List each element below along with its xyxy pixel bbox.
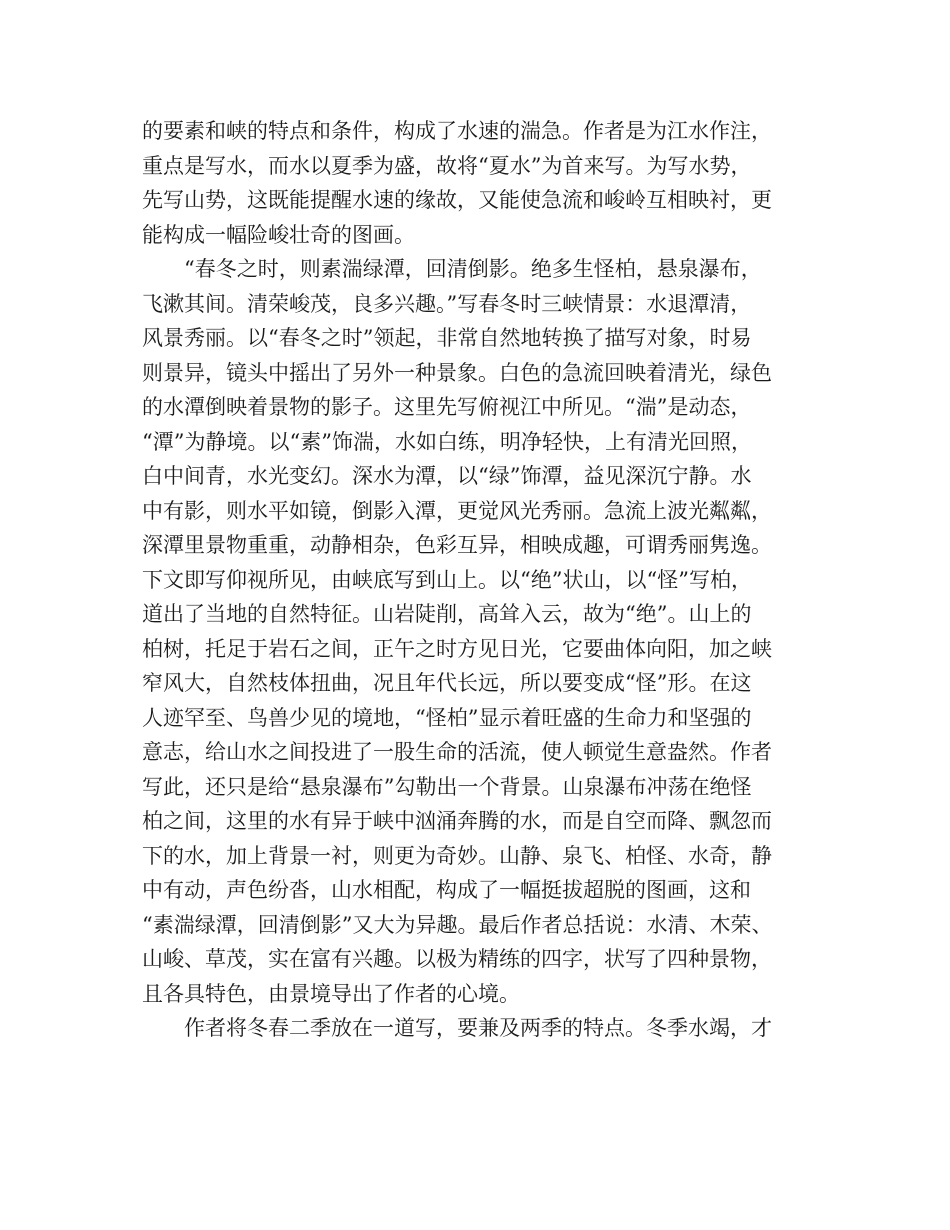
text-line: 意志，给山水之间投进了一股生命的活流，使人顿觉生意盎然。作者 [142, 740, 772, 764]
text-line: 中有动，声色纷沓，山水相配，构成了一幅挺拔超脱的图画，这和 [142, 878, 751, 902]
text-line: 风景秀丽。以“春冬之时”领起，非常自然地转换了描写对象，时易 [142, 326, 752, 350]
text-line: 柏树，托足于岩石之间，正午之时方见日光，它要曲体向阳，加之峡 [142, 636, 772, 661]
body-text [142, 114, 842, 1046]
text-line: 先写山势，这既能提醒水速的缘故，又能使急流和峻岭互相映衬，更 [142, 188, 772, 212]
text-line: 山峻、草茂，实在富有兴趣。以极为精练的四字，状写了四种景物， [142, 947, 772, 971]
paragraph-first-line: “春冬之时，则素湍绿潭，回清倒影。绝多生怪柏，悬泉瀑布， [184, 257, 762, 281]
text-line: 的水潭倒映着景物的影子。这里先写俯视江中所见。“湍”是动态， [142, 395, 752, 419]
text-line: “潭”为静境。以“素”饰湍，水如白练，明净轻快，上有清光回照， [142, 429, 752, 454]
paragraph-first-line: 作者将冬春二季放在一道写，要兼及两季的特点。冬季水竭，才 [184, 1016, 772, 1040]
text-line: “素湍绿潭，回清倒影”又大为异趣。最后作者总括说：水清、木荣、 [142, 912, 773, 937]
text-line: 能构成一幅险峻壮奇的图画。 [142, 222, 415, 247]
text-line: 中有影，则水平如镜，倒影入潭，更觉风光秀丽。急流上波光粼粼， [142, 498, 772, 523]
text-line: 的要素和峡的特点和条件，构成了水速的湍急。作者是为江水作注， [142, 119, 772, 143]
text-line: 柏之间，这里的水有异于峡中汹涌奔腾的水，而是自空而降、飘忽而 [142, 809, 772, 833]
text-line: 窄风大，自然枝体扭曲，况且年代长远，所以要变成“怪”形。在这 [142, 671, 752, 695]
text-line: 下的水，加上背景一衬，则更为奇妙。山静、泉飞、柏怪、水奇，静 [142, 843, 772, 868]
text-line: 深潭里景物重重，动静相杂，色彩互异，相映成趣，可谓秀丽隽逸。 [142, 533, 772, 557]
text-line: 且各具特色，由景境导出了作者的心境。 [142, 981, 520, 1006]
text-line: 人迹罕至、鸟兽少见的境地，“怪柏”显示着旺盛的生命力和坚强的 [142, 705, 752, 730]
text-line: 则景异，镜头中摇出了另外一种景象。白色的急流回映着清光，绿色 [142, 360, 772, 385]
text-line: 下文即写仰视所见，由峡底写到山上。以“绝”状山，以“怪”写柏， [142, 567, 752, 592]
text-line: 飞漱其间。清荣峻茂，良多兴趣。”写春冬时三峡情景：水退潭清， [142, 291, 752, 316]
text-line: 写此，还只是给“悬泉瀑布”勾勒出一个背景。山泉瀑布冲荡在绝怪 [142, 774, 752, 799]
text-line: 白中间青，水光变幻。深水为潭，以“绿”饰潭，益见深沉宁静。水 [142, 464, 752, 488]
text-line: 道出了当地的自然特征。山岩陡削，高耸入云，故为“绝”。山上的 [142, 602, 752, 626]
text-line: 重点是写水，而水以夏季为盛，故将“夏水”为首来写。为写水势， [142, 153, 752, 178]
